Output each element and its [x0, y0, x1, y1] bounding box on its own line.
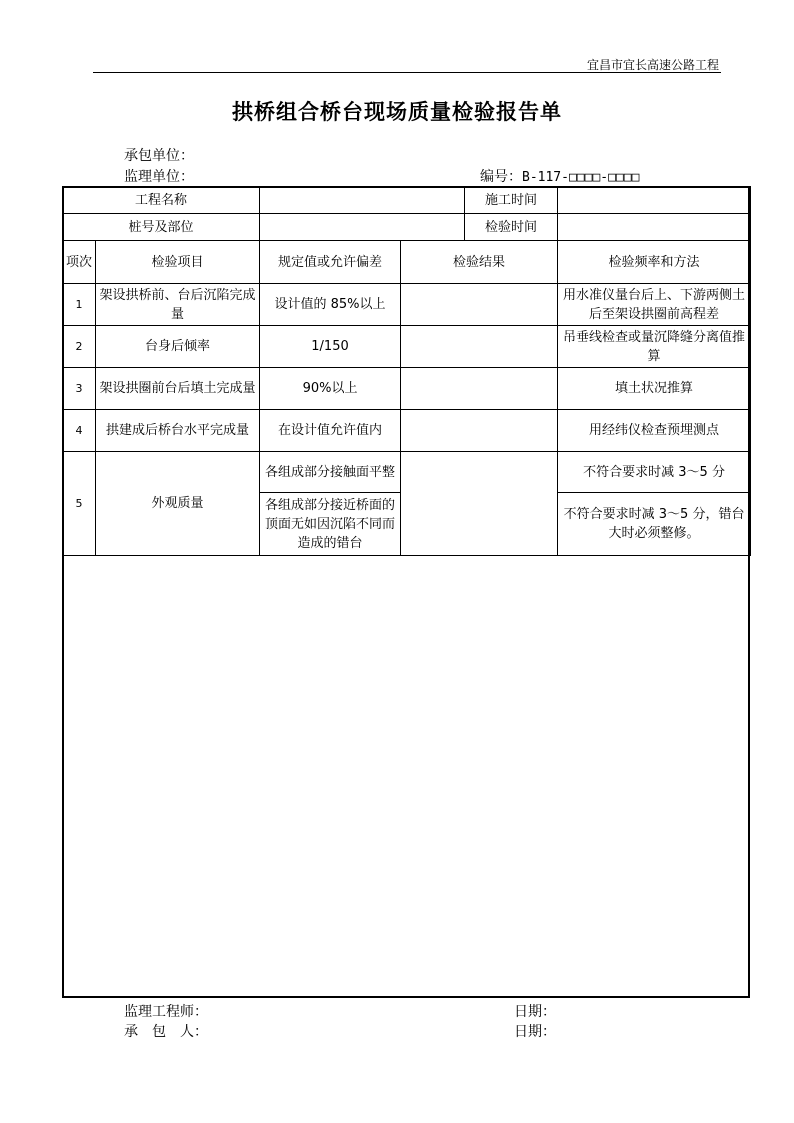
contractor-sign-label: 承 包 人：	[124, 1024, 208, 1040]
supervisor-label: 监理单位：	[124, 169, 194, 185]
document-code	[480, 166, 639, 186]
row-result[interactable]	[401, 410, 558, 452]
document-title: 拱桥组合桥台现场质量检验报告单	[232, 99, 562, 124]
col-header-item: 检验项目	[96, 241, 260, 284]
value-inspection-time[interactable]	[558, 214, 751, 241]
row-spec-b: 各组成部分接近桥面的顶面无如因沉陷不同而造成的错台	[260, 493, 401, 556]
row-no: 5	[63, 452, 96, 556]
row-method-b: 不符合要求时减 3～5 分，错台大时必须整修。	[558, 493, 751, 556]
row-method-a: 不符合要求时减 3～5 分	[558, 452, 751, 493]
row-no: 1	[63, 284, 96, 326]
row-spec: 设计值的 85%以上	[260, 284, 401, 326]
row-item: 架设拱圈前台后填土完成量	[96, 368, 260, 410]
code-value: B-117-□□□□-□□□□	[522, 170, 640, 185]
date-label-engineer: 日期：	[514, 1004, 556, 1020]
col-header-method: 检验频率和方法	[558, 241, 751, 284]
row-item: 外观质量	[96, 452, 260, 556]
row-result[interactable]	[401, 284, 558, 326]
row-spec: 在设计值允许值内	[260, 410, 401, 452]
table-row	[63, 410, 751, 452]
value-construction-time[interactable]	[558, 187, 751, 214]
inspection-table	[62, 186, 751, 556]
col-header-no: 项次	[63, 241, 96, 284]
column-header-row	[63, 241, 751, 284]
row-item: 台身后倾率	[96, 326, 260, 368]
label-construction-time: 施工时间	[465, 187, 558, 214]
row-method: 用经纬仪检查预埋测点	[558, 410, 751, 452]
info-row	[63, 214, 751, 241]
header-project-name: 宜昌市宜长高速公路工程	[586, 58, 719, 72]
value-project-name[interactable]	[260, 187, 465, 214]
row-spec-a: 各组成部分接触面平整	[260, 452, 401, 493]
row-no: 3	[63, 368, 96, 410]
row-no: 4	[63, 410, 96, 452]
value-station-location[interactable]	[260, 214, 465, 241]
table-row	[63, 284, 751, 326]
table-row	[63, 452, 751, 493]
engineer-label: 监理工程师：	[124, 1004, 208, 1020]
code-label: 编号：	[480, 169, 522, 185]
header-divider	[93, 72, 721, 73]
row-method: 用水准仪量台后上、下游两侧土后至架设拱圈前高程差	[558, 284, 751, 326]
table-row	[63, 326, 751, 368]
row-result[interactable]	[401, 326, 558, 368]
contractor-label: 承包单位：	[124, 148, 194, 164]
info-row	[63, 187, 751, 214]
row-spec: 1/150	[260, 326, 401, 368]
row-method: 填土状况推算	[558, 368, 751, 410]
row-result[interactable]	[401, 452, 558, 556]
label-project-name: 工程名称	[63, 187, 260, 214]
col-header-spec: 规定值或允许偏差	[260, 241, 401, 284]
row-method: 吊垂线检查或量沉降缝分离值推算	[558, 326, 751, 368]
row-item: 拱建成后桥台水平完成量	[96, 410, 260, 452]
label-inspection-time: 检验时间	[465, 214, 558, 241]
row-spec: 90%以上	[260, 368, 401, 410]
table-row	[63, 368, 751, 410]
row-no: 2	[63, 326, 96, 368]
row-item: 架设拱桥前、台后沉陷完成量	[96, 284, 260, 326]
label-station-location: 桩号及部位	[63, 214, 260, 241]
col-header-result: 检验结果	[401, 241, 558, 284]
row-result[interactable]	[401, 368, 558, 410]
date-label-contractor: 日期：	[514, 1024, 556, 1040]
